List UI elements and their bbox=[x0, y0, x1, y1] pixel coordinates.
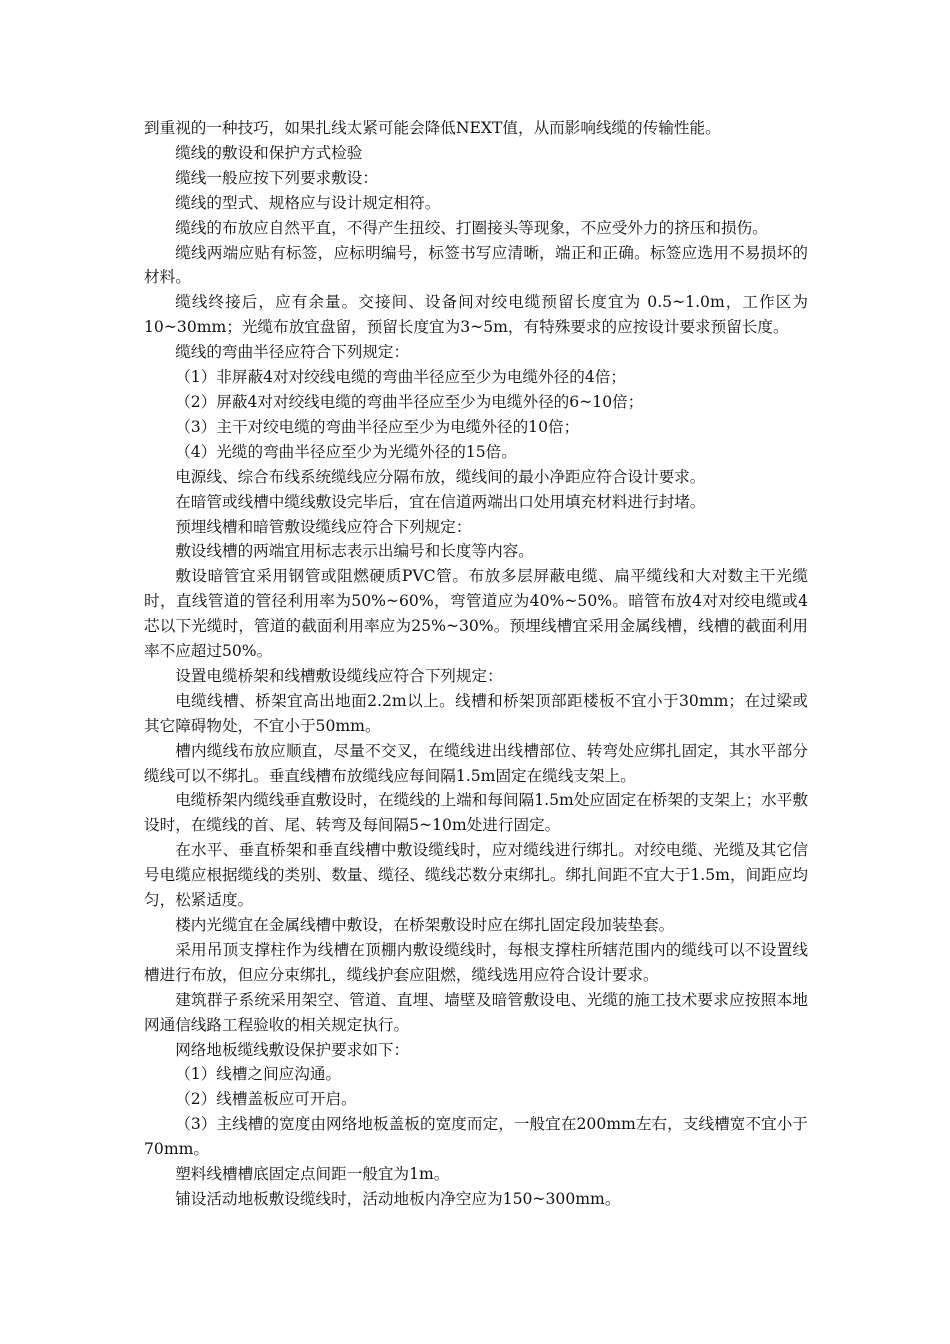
paragraph-embedded-heading: 预埋线槽和暗管敷设缆线应符合下列规定： bbox=[175, 517, 472, 536]
paragraph-indoor-fiber: 楼内光缆宜在金属线槽中敷设，在桥架敷设时应在绑扎固定段加装垫套。 bbox=[175, 916, 675, 934]
paragraph-cable-straight: 缆线的布放应自然平直，不得产生扭绞、打圈接头等现象，不应受外力的挤压和损伤。 bbox=[175, 218, 768, 237]
paragraph-cable-labels: 缆线两端应贴有标签，应标明编号，标签书写应清晰，端正和正确。标签应选用不易损坏的材料。 bbox=[144, 243, 808, 287]
paragraph-conduit-utilization: 敷设暗管宜采用钢管或阻燃硬质PVC管。布放多层屏蔽电缆、扁平缆线和大对数主干光缆时，直线管道的管径利用率为50%~60%，弯管道应为40%~50%。暗管布放4对对绞电缆或4芯以下光缆时，管道的截面利用率应为25%~30%。预埋线槽宜采用金属线槽，线槽的截面利用率不应超过50%。 bbox=[144, 567, 808, 661]
list-item-floor-3: （3）主线槽的宽度由网络地板盖板的宽度而定，一般宜在200mm左右，支线槽宽不宜小于70mm。 bbox=[144, 1115, 808, 1159]
paragraph-binding: 在水平、垂直桥架和垂直线槽中敷设缆线时，应对缆线进行绑扎。对绞电缆、光缆及其它信号电缆应根据缆线的类别、数量、缆径、缆线芯数分束绑扎。绑扎间距不宜大于1.5m，间距应均匀，松紧适度。 bbox=[144, 841, 808, 910]
section-heading-cable-laying: 缆线的敷设和保护方式检验 bbox=[175, 143, 363, 162]
paragraph-continuation: 到重视的一种技巧，如果扎线太紧可能会降低NEXT值，从而影响线缆的传输性能。 bbox=[144, 119, 721, 137]
paragraph-power-separation: 电源线、综合布线系统缆线应分隔布放，缆线间的最小净距应符合设计要求。 bbox=[175, 467, 706, 486]
paragraph-vertical-laying: 电缆桥架内缆线垂直敷设时，在缆线的上端和每间隔1.5m处应固定在桥架的支架上；水平敷设时，在缆线的首、尾、转弯及每间隔5~10m处进行固定。 bbox=[144, 791, 808, 835]
list-item-bend-3: （3）主干对绞电缆的弯曲半径应至少为电缆外径的10倍； bbox=[175, 417, 580, 436]
paragraph-campus-subsystem: 建筑群子系统采用架空、管道、直埋、墙壁及暗管敷设电、光缆的施工技术要求应按照本地网通信线路工程验收的相关规定执行。 bbox=[144, 990, 808, 1034]
paragraph-trough-routing: 槽内缆线布放应顺直，尽量不交叉，在缆线进出线槽部位、转弯处应绑扎固定，其水平部分缆线可以不绑扎。垂直线槽布放缆线应每间隔1.5m固定在缆线支架上。 bbox=[144, 741, 808, 785]
paragraph-cable-slack: 缆线终接后，应有余量。交接间、设备间对绞电缆预留长度宜为 0.5~1.0m，工作区为10~30mm；光缆布放宜盘留，预留长度宜为3~5m，有特殊要求的应按设计要求预留长度。 bbox=[144, 293, 808, 337]
paragraph-floor-heading: 网络地板缆线敷设保护要求如下： bbox=[175, 1040, 410, 1059]
list-item-floor-2: （2）线槽盖板应可开启。 bbox=[175, 1090, 357, 1109]
document-page bbox=[144, 116, 808, 1212]
paragraph-general-requirements: 缆线一般应按下列要求敷设： bbox=[175, 168, 378, 187]
list-item-bend-4: （4）光缆的弯曲半径应至少为光缆外径的15倍。 bbox=[175, 442, 517, 461]
paragraph-bridge-height: 电缆线槽、桥架宜高出地面2.2m以上。线槽和桥架顶部距楼板不宜小于30mm；在过梁或其它障碍物处，不宜小于50mm。 bbox=[144, 691, 808, 735]
paragraph-raised-floor: 铺设活动地板敷设缆线时，活动地板内净空应为150~300mm。 bbox=[175, 1189, 621, 1208]
paragraph-cable-type: 缆线的型式、规格应与设计规定相符。 bbox=[175, 193, 441, 212]
list-item-bend-2: （2）屏蔽4对对绞线电缆的弯曲半径应至少为电缆外径的6~10倍； bbox=[175, 392, 644, 411]
paragraph-bridge-heading: 设置电缆桥架和线槽敷设缆线应符合下列规定： bbox=[175, 666, 503, 685]
paragraph-sealing: 在暗管或线槽中缆线敷设完毕后，宜在信道两端出口处用填充材料进行封堵。 bbox=[175, 492, 706, 511]
paragraph-trough-marking: 敷设线槽的两端宜用标志表示出编号和长度等内容。 bbox=[175, 542, 534, 561]
paragraph-ceiling-support: 采用吊顶支撑柱作为线槽在顶棚内敷设缆线时，每根支撑柱所辖范围内的缆线可以不设置线槽进行布放，但应分束绑扎，缆线护套应阻燃，缆线选用应符合设计要求。 bbox=[144, 940, 808, 984]
list-item-bend-1: （1）非屏蔽4对对绞线电缆的弯曲半径应至少为电缆外径的4倍； bbox=[175, 368, 626, 387]
paragraph-bend-radius-heading: 缆线的弯曲半径应符合下列规定： bbox=[175, 343, 410, 362]
paragraph-plastic-trough: 塑料线槽槽底固定点间距一般宜为1m。 bbox=[175, 1165, 450, 1184]
list-item-floor-1: （1）线槽之间应沟通。 bbox=[175, 1065, 342, 1084]
